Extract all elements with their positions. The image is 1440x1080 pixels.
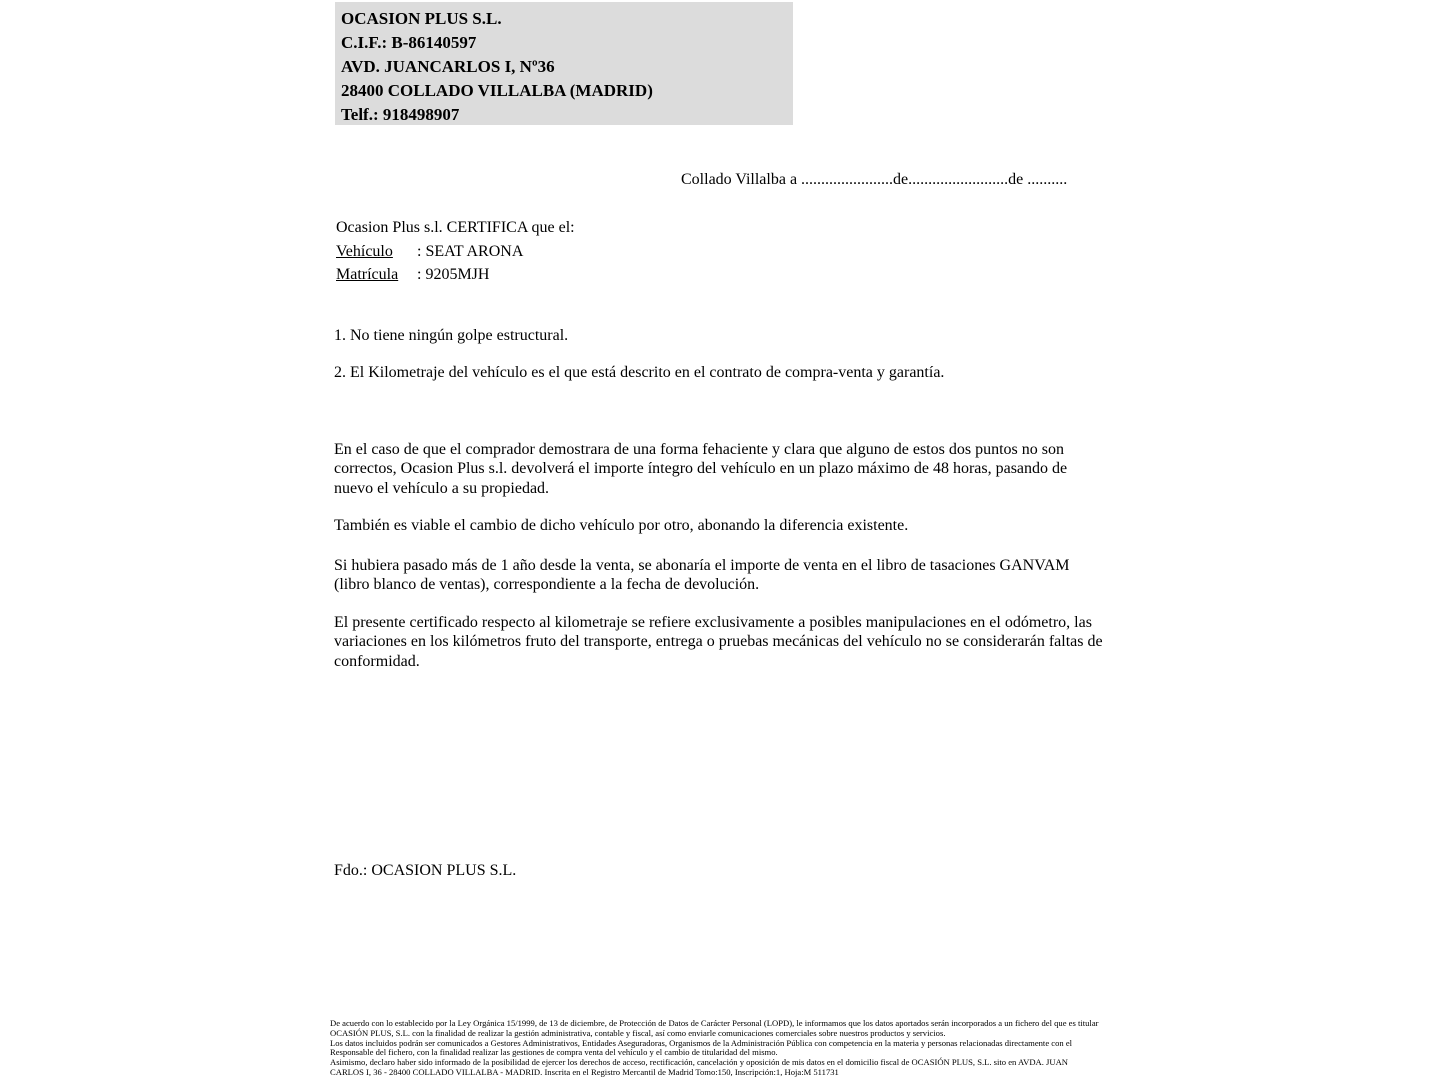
refund-conditions-paragraph: En el caso de que el comprador demostrara de una forma fehaciente y clara que alguno de estos dos puntos no son correctos, Ocasion Plus s.l. devolverá el importe íntegro del vehículo en un plazo máximo de 48 horas, pasando de nuevo el vehículo a su propiedad. [334, 441, 1068, 497]
vehicle-field-row [336, 240, 575, 264]
plate-field-row [336, 263, 575, 287]
legal-line: De acuerdo con lo establecido por la Ley Orgánica 15/1999, de 13 de diciembre, de Protección de Datos de Carácter Personal (LOPD), le informamos que los datos aportados serán incorporados a un fichero del que es titular [330, 1018, 1099, 1028]
plate-field-label-box [336, 263, 417, 287]
company-address: AVD. JUANCARLOS I, Nº36 [341, 57, 555, 76]
plate-field-value: : 9205MJH [417, 266, 490, 283]
plate-field-label: Matrícula [336, 266, 399, 283]
certified-point-1: 1. No tiene ningún golpe estructural. [334, 327, 569, 344]
certificate-intro: Ocasion Plus s.l. CERTIFICA que el: [336, 219, 575, 236]
certified-point-2: 2. El Kilometraje del vehículo es el que está descrito en el contrato de compra-venta y garantía. [334, 364, 945, 381]
date-fill-in-line: Collado Villalba a .......................de.........................de .......... [681, 171, 1068, 188]
legal-line: Los datos incluidos podrán ser comunicados a Gestores Administrativos, Entidades Aseguradoras, Organismos de la Administración Pública con competencia en la materia y personas relacionadas directamente con el [330, 1037, 1073, 1048]
legal-line: CARLOS I, 36 - 28400 COLLADO VILLALBA - MADRID. Inscrita en el Registro Mercantil de Madrid Tomo:150, Inscripción:1, Hoja:M 511731 [330, 1066, 839, 1077]
legal-line: Responsable del fichero, con la finalidad realizar las gestiones de compra venta del vehículo y el cambio de titularidad del mismo. [330, 1047, 778, 1058]
legal-line: OCASIÓN PLUS, S.L. con la finalidad de realizar la gestión administrativa, contable y fiscal, así como enviarle comunicaciones comerciales sobre nuestros productos y servicios. [330, 1027, 946, 1038]
company-cif: C.I.F.: B-86140597 [341, 33, 477, 52]
vehicle-field-label-box [336, 240, 417, 264]
legal-line: Asimismo, declaro haber sido informado de la posibilidad de ejercer los derechos de acceso, rectificación, cancelación y oposición de mis datos en el domicilio fiscal de OCASIÓN PLUS, S.L. sito en AVDA. JUAN [330, 1057, 1069, 1068]
company-letterhead-box [335, 2, 793, 125]
signature-line: Fdo.: OCASION PLUS S.L. [334, 862, 517, 879]
certificate-statement-block [336, 216, 575, 287]
vehicle-field-value: : SEAT ARONA [417, 242, 524, 260]
ganvam-valuation-paragraph: Si hubiera pasado más de 1 año desde la venta, se abonaría el importe de venta en el libro de tasaciones GANVAM (libro blanco de ventas), correspondiente a la fecha de devolución. [334, 557, 1070, 594]
vehicle-field-label: Vehículo [336, 242, 393, 260]
company-city: 28400 COLLADO VILLALBA (MADRID) [341, 81, 653, 100]
company-name: OCASION PLUS S.L. [341, 9, 502, 28]
company-phone: Telf.: 918498907 [341, 105, 460, 124]
exchange-option-paragraph: También es viable el cambio de dicho vehículo por otro, abonando la diferencia existente. [334, 517, 909, 534]
odometer-disclaimer-paragraph: El presente certificado respecto al kilometraje se refiere exclusivamente a posibles manipulaciones en el odómetro, las variaciones en los kilómetros fruto del transporte, entrega o pruebas mecánicas del vehículo no se considerarán faltas de conformidad. [334, 614, 1103, 670]
legal-fine-print-block [330, 1019, 1110, 1078]
